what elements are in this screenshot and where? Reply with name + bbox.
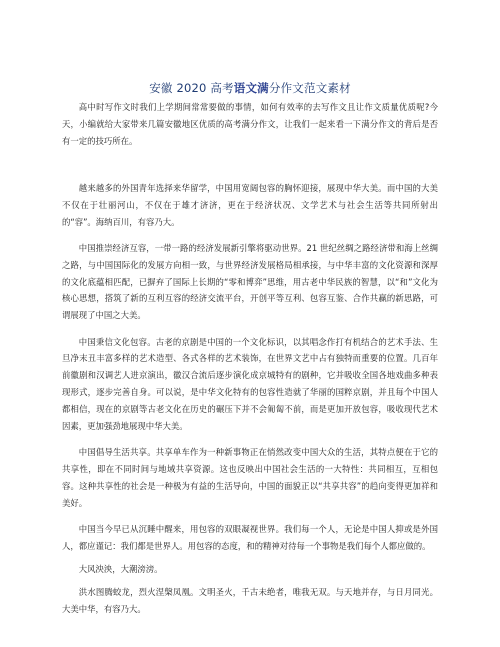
title-part-3: 分作文范文素材	[268, 81, 351, 95]
body-paragraph-4: 中国倡导生活共享。共享单车作为一种新事物正在悄然改变中国大众的生活，其特点便在于它的共享性，即在不同时间与地域共享资源。这也反映出中国社会生活的一大特性：共同相互，互相包容。这种共享性的社会是一种极为有益的生活导向，中国的面貌正以“共享共容”的趋向变得更加祥和美好。	[62, 447, 438, 508]
page-title	[0, 80, 500, 96]
body-paragraph-2: 中国推崇经济互容，一带一路的经济发展新引擎将驱动世界。21 世纪丝绸之路经济带和海上丝绸之路，与中国国际化的发展方向相一致，与世界经济发展格局相承接，与中华丰富的文化资源和深厚的文化底蕴相匹配，已摒弃了国际上长期的“零和博弈”思维，用古老中华民族的智慧，以“和”文化为核心思想，搭筑了新的互利互容的经济交流平台，开创平等互利、包容互鉴、合作共赢的新思路，可谓展现了中国之大美。	[62, 242, 438, 321]
title-part-1: 安徽 2020 高考	[149, 81, 234, 95]
intro-paragraph: 高中时写作文时我们上学期间常常要做的事情，如何有效率的去写作文且让作文质量优质呢?今天，小编就给大家带来几篇安徽地区优质的高考满分作文，让我们一起来看一下满分作文的背后是否有一定的技巧所在。	[62, 102, 438, 146]
body-paragraph-7: 洪水图腾蛟龙，烈火涅槃凤凰。文明圣火，千古未绝者，唯我无双。与天地并存，与日月同光。大美中华，有容乃大。	[62, 586, 438, 614]
body-paragraph-5: 中国当今早已从沉睡中醒来，用包容的双眼凝视世界。我们每一个人，无论是中国人抑或是外国人，都应谨记：我们都是世界人。用包容的态度，和的精神对待每一个事物是我们每个人都应做的。	[62, 524, 438, 551]
title-part-2: 语文满	[233, 81, 269, 95]
body-paragraph-3: 中国秉信文化包容。古老的京剧是中国的一个文化标识，以其唱念作打有机结合的艺术手法、生旦净末丑丰富多样的艺术造型、各式各样的艺术装饰，在世界文艺中占有独特而重要的位置。几百年前徽剧和汉调艺人进京演出，徽汉合流后逐步演化成京城特有的剧种，它并吸收全国各地戏曲多种表现形式，逐步完善自身。可以说，是中华文化特有的包容性造就了华丽的国粹京剧，并且每个中国人都相信，现在的京剧等古老文化在历史的碾压下并不会匍匐不前，而是更加开放包容，吸收现代艺术因素，更加强劲地展现中华大美。	[62, 336, 438, 431]
body-paragraph-6: 大风泱泱，大潮滂滂。	[78, 564, 163, 575]
body-paragraph-1: 越来越多的外国青年选择来华留学，中国用宽阔包容的胸怀迎接，展现中华大美。而中国的大美不仅在于壮丽河山，不仅在于雄才济济，更在于经济状况、文学艺术与社会生活等共同所射出的“容”。海纳百川，有容乃大。	[62, 183, 438, 227]
